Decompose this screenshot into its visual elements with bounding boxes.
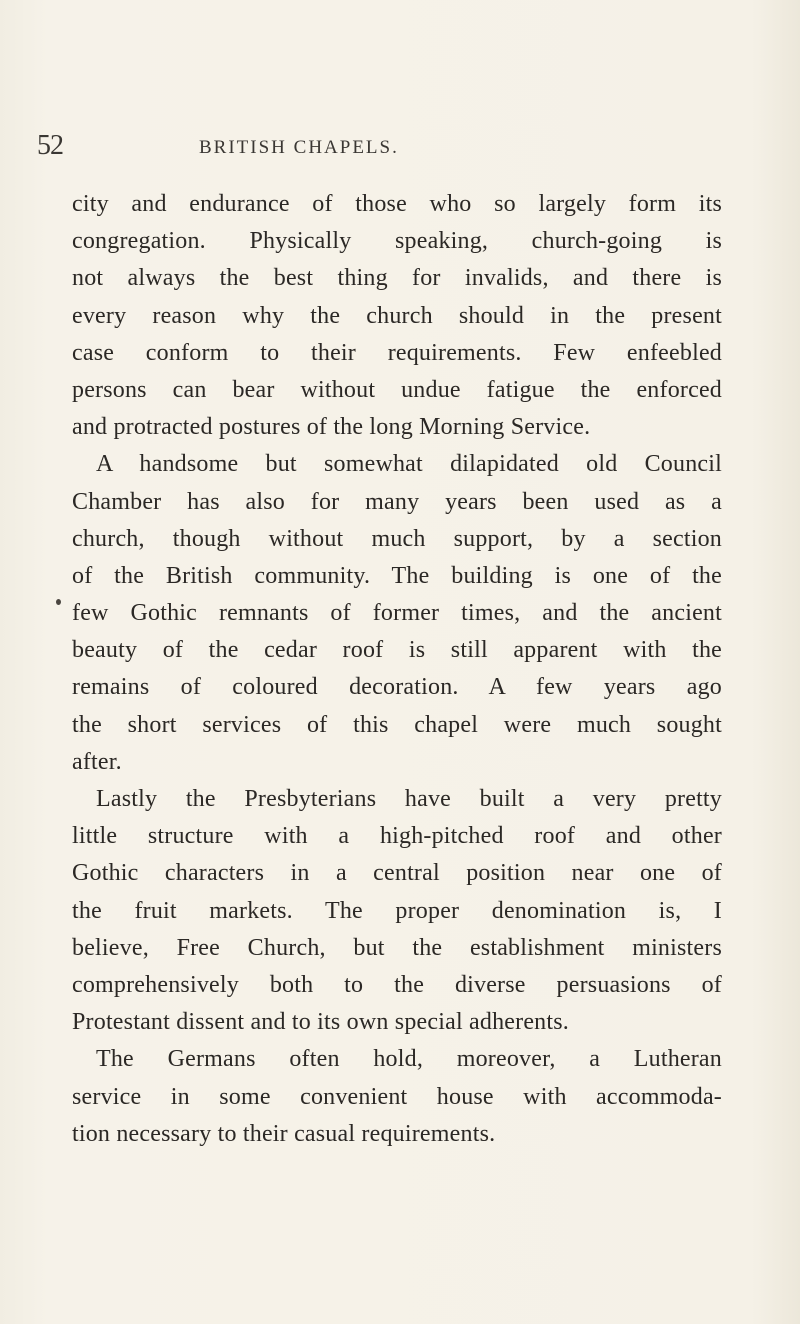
text-line: case conform to their requirements. Few enfeebled: [72, 339, 722, 366]
text-line: church, though without much support, by a section: [72, 525, 722, 552]
text-line: congregation. Physically speaking, church-going is: [72, 228, 722, 255]
page-number: 52: [37, 130, 63, 161]
text-line: little structure with a high-pitched roof and other: [72, 823, 722, 850]
text-line: A handsome but somewhat dilapidated old Council: [96, 451, 722, 478]
body-text: [72, 186, 722, 1153]
text-line: not always the best thing for invalids, and there is: [72, 265, 722, 292]
running-head-title: BRITISH CHAPELS.: [199, 137, 399, 158]
text-line: beauty of the cedar roof is still apparent with the: [72, 637, 722, 664]
text-line: Protestant dissent and to its own special adherents.: [72, 1009, 569, 1036]
text-line: believe, Free Church, but the establishment ministers: [72, 934, 722, 961]
text-line: tion necessary to their casual requirements.: [72, 1120, 496, 1147]
page-header: [0, 130, 800, 164]
text-line: few Gothic remnants of former times, and the ancient: [72, 600, 722, 627]
text-line: the fruit markets. The proper denomination is, I: [72, 897, 722, 924]
text-line: The Germans often hold, moreover, a Lutheran: [96, 1046, 722, 1073]
text-line: service in some convenient house with accommoda-: [72, 1083, 722, 1110]
text-line: city and endurance of those who so largely form its: [72, 191, 722, 217]
text-line: comprehensively both to the diverse persuasions of: [72, 971, 722, 998]
text-line: Gothic characters in a central position near one of: [72, 860, 722, 887]
text-line: Lastly the Presbyterians have built a very pretty: [96, 786, 722, 812]
text-line: persons can bear without undue fatigue the enforced: [72, 376, 722, 403]
text-line: Chamber has also for many years been used as a: [72, 488, 722, 515]
margin-mark: [56, 599, 61, 605]
text-line: and protracted postures of the long Morning Service.: [72, 414, 591, 441]
text-line: of the British community. The building is one of the: [72, 562, 722, 589]
text-line: the short services of this chapel were much sought: [72, 711, 722, 738]
text-line: remains of coloured decoration. A few years ago: [72, 674, 722, 701]
text-line: every reason why the church should in the present: [72, 302, 722, 329]
text-line: after.: [72, 748, 122, 775]
